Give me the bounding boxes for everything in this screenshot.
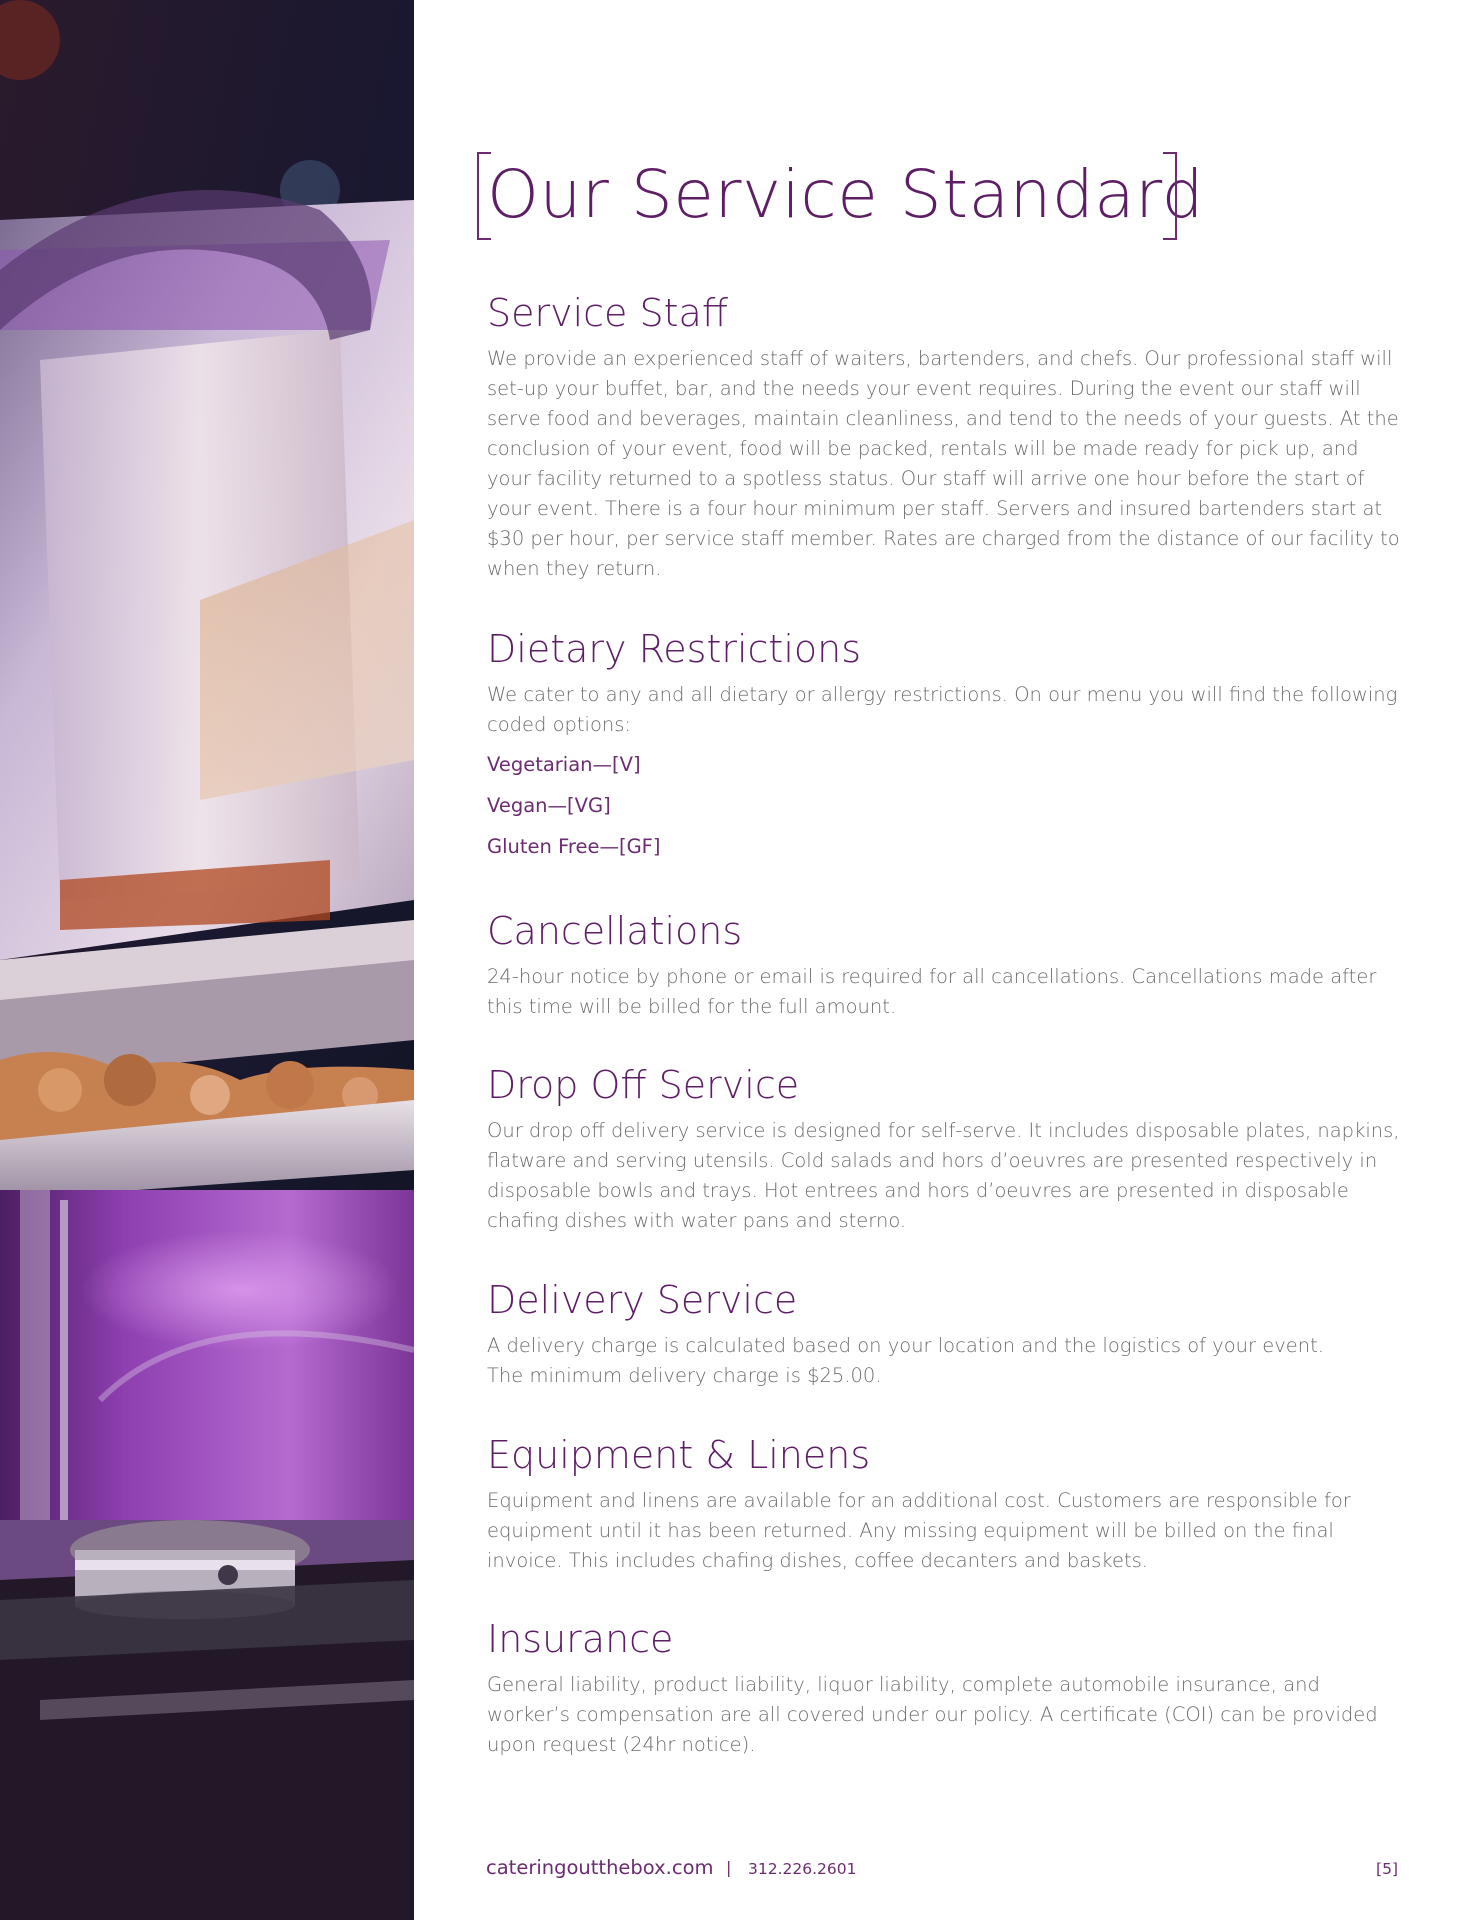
phone-number[interactable]: 312.226.2601: [748, 1860, 857, 1878]
section-body: 24-hour notice by phone or email is required for all cancellations. Cancellations made after this time will be billed for the full amount.: [487, 965, 1377, 1018]
section-insurance: [487, 1614, 1407, 1760]
title-bracket-right: [1163, 152, 1177, 240]
section-service-staff: [487, 288, 1407, 584]
website-link[interactable]: cateringoutthebox.com: [486, 1856, 714, 1879]
page-footer: [486, 1853, 1398, 1883]
section-drop-off-service: [487, 1060, 1407, 1236]
page-title: Our Service Standard: [487, 156, 1205, 233]
section-body: General liability, product liability, liquor liability, complete automobile insurance, and worker’s compensation are all covered under our policy. A certificate (COI) can be provided upon request (24hr notice).: [487, 1673, 1378, 1756]
section-body-line: The minimum delivery charge is $25.00.: [487, 1364, 882, 1387]
section-delivery-service: [487, 1275, 1407, 1391]
section-dietary-restrictions: [487, 624, 1407, 873]
section-body: We cater to any and all dietary or allergy restrictions. On our menu you will find the following coded options:: [487, 683, 1398, 736]
section-heading: Service Staff: [487, 291, 729, 335]
section-heading: Delivery Service: [487, 1278, 798, 1322]
dietary-code-vegan: Vegan—[VG]: [487, 794, 611, 817]
section-equipment-linens: [487, 1430, 1407, 1576]
section-heading: Equipment & Linens: [487, 1433, 871, 1477]
section-cancellations: [487, 906, 1407, 1022]
title-block: [477, 152, 1205, 238]
section-body: We provide an experienced staff of waiters, bartenders, and chefs. Our professional staff will set-up your buffet, bar, and the needs your event requires. During the event our staff will serve food and beverages, maintain cleanliness, and tend to the needs of your guests. At the conclusion of your event, food will be packed, rentals will be made ready for pick up, and your facility returned to a spotless status. Our staff will arrive one hour before the start of your event. There is a four hour minimum per staff. Servers and insured bartenders start at $30 per hour, per service staff member. Rates are charged from the distance of our facility to when they return.: [487, 347, 1400, 580]
page-number: [5]: [1376, 1860, 1398, 1878]
section-heading: Insurance: [487, 1617, 674, 1661]
dietary-code-vegetarian: Vegetarian—[V]: [487, 753, 641, 776]
section-body-line: A delivery charge is calculated based on your location and the logistics of your event.: [487, 1334, 1324, 1357]
dietary-code-list: [487, 750, 1407, 862]
section-heading: Cancellations: [487, 909, 743, 953]
section-heading: Dietary Restrictions: [487, 627, 862, 671]
section-heading: Drop Off Service: [487, 1063, 800, 1107]
section-body: Our drop off delivery service is designed for self-serve. It includes disposable plates, napkins, flatware and serving utensils. Cold salads and hors d’oeuvres are presented respectively in disposable bowls and trays. Hot entrees and hors d’oeuvres are presented in disposable chafing dishes with water pans and sterno.: [487, 1119, 1400, 1232]
dietary-code-gluten-free: Gluten Free—[GF]: [487, 835, 661, 858]
section-body: Equipment and linens are available for an additional cost. Customers are responsible for equipment until it has been returned. Any missing equipment will be billed on the final invoice. This includes chafing dishes, coffee decanters and baskets.: [487, 1489, 1351, 1572]
footer-separator: |: [726, 1858, 732, 1877]
chafing-dish-photo: [0, 0, 414, 1920]
